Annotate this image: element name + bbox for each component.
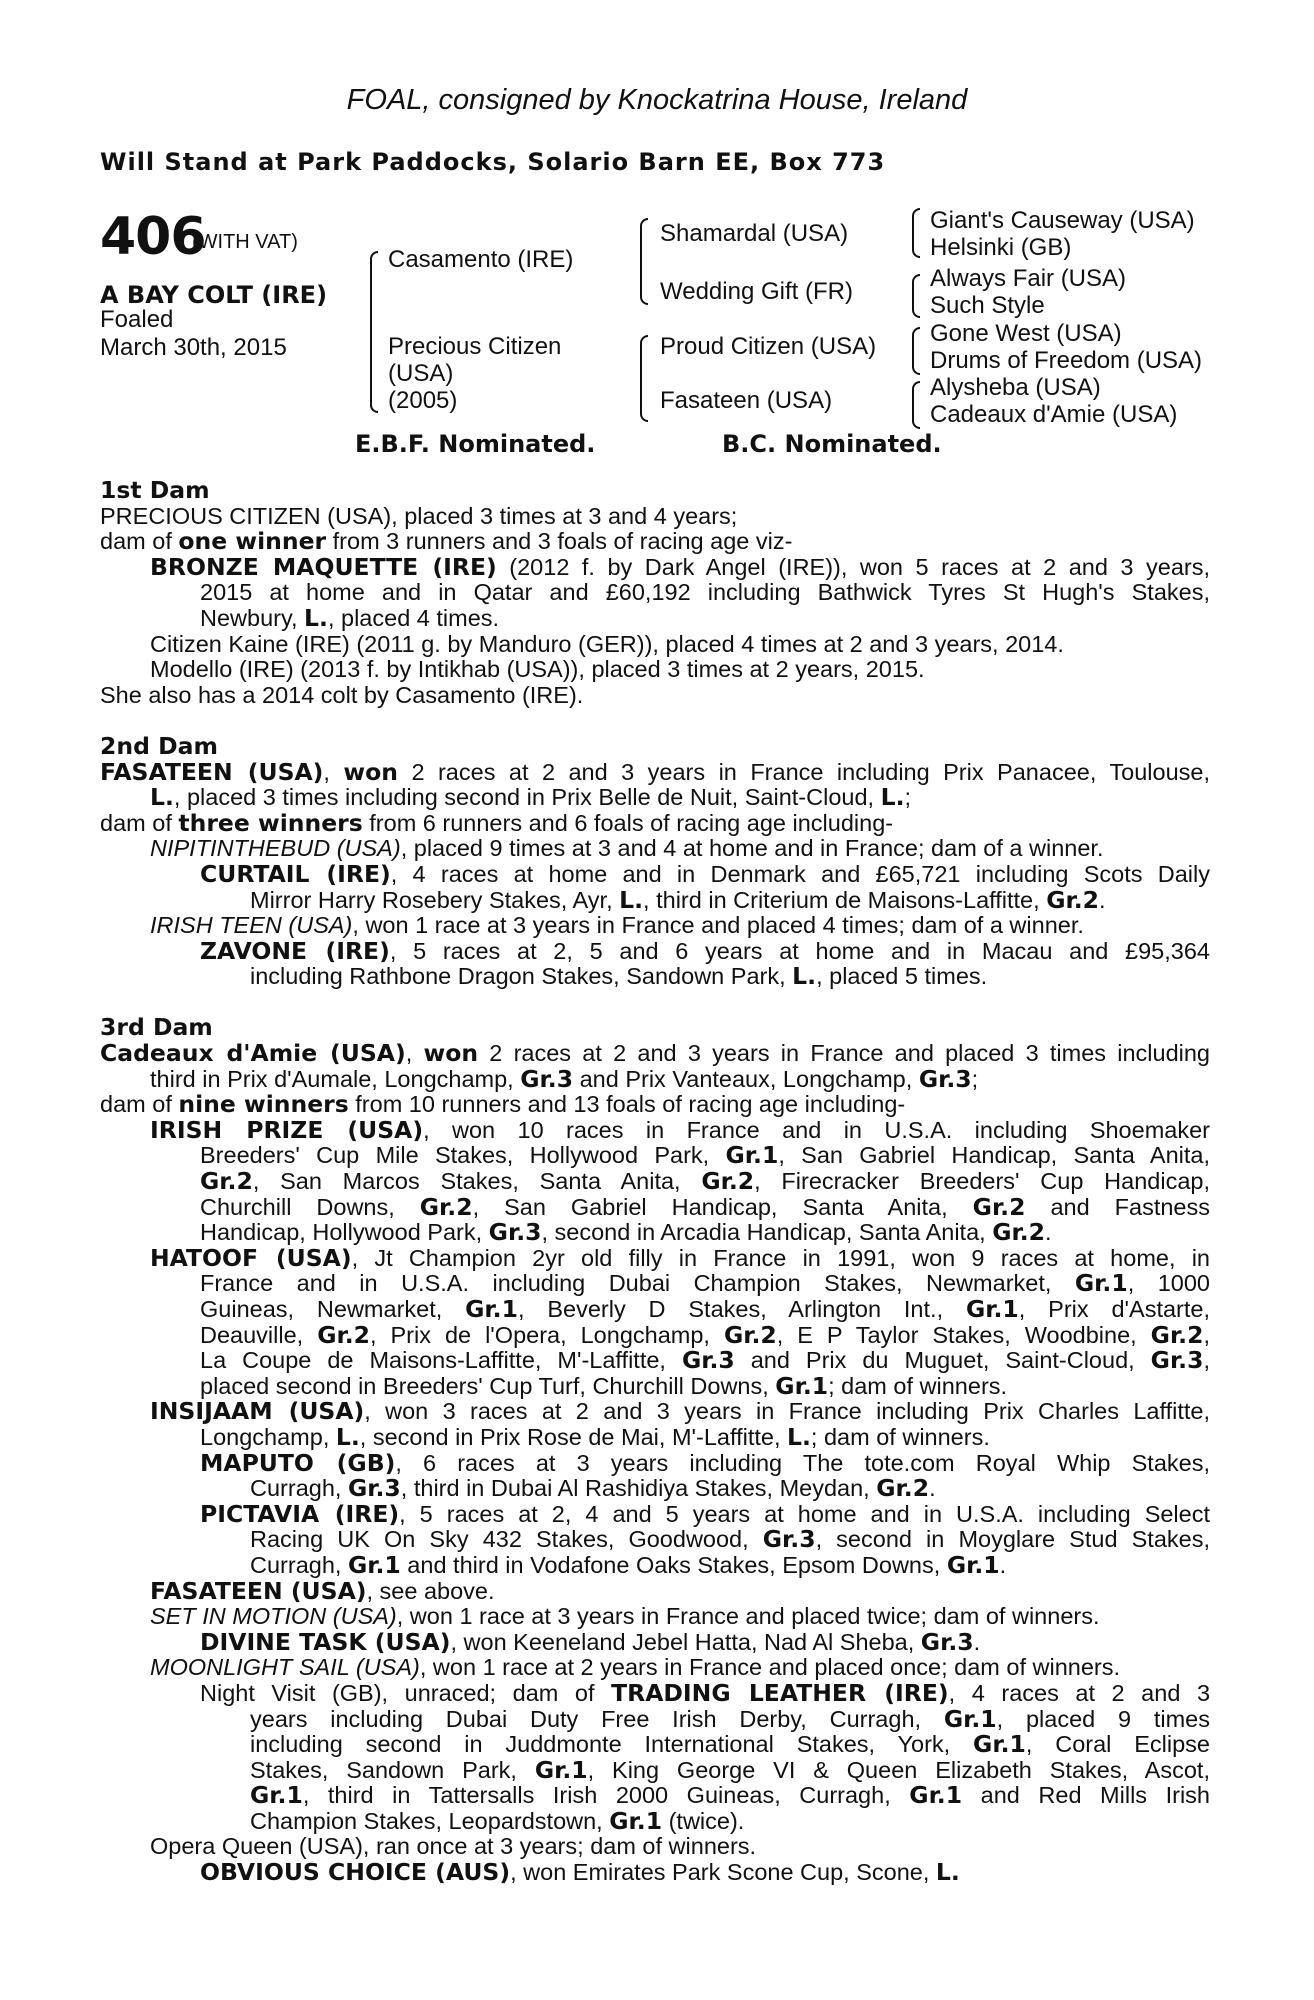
produce-line: Night Visit (GB), unraced; dam of TRADING LEATHER (IRE), 4 races at 2 and 3 xyxy=(200,1678,1211,1707)
produce-line: DIVINE TASK (USA), won Keeneland Jebel Hatta, Nad Al Sheba, Gr.3. xyxy=(200,1627,981,1656)
sire-name: Casamento (IRE) xyxy=(388,246,574,273)
produce-line: Curragh, Gr.3, third in Dubai Al Rashidiya Stakes, Meydan, Gr.2. xyxy=(250,1474,936,1503)
pedigree-bracket xyxy=(912,233,920,258)
pedigree-bracket xyxy=(640,383,648,422)
ancestor: Giant's Causeway (USA) xyxy=(930,207,1195,234)
ancestor: Gone West (USA) xyxy=(930,320,1122,347)
produce-line: Curragh, Gr.1 and third in Vodafone Oaks Stakes, Epsom Downs, Gr.1. xyxy=(250,1550,1007,1579)
foaled-label: Foaled xyxy=(100,306,174,333)
third-dam-heading: 3rd Dam xyxy=(100,1013,213,1042)
second-dam-line: FASATEEN (USA), won 2 races at 2 and 3 years in France including Prix Panacee, Toulouse, xyxy=(100,757,1210,786)
ancestor: Helsinki (GB) xyxy=(930,234,1072,261)
produce-line: Deauville, Gr.2, Prix de l'Opera, Longchamp, Gr.2, E P Taylor Stakes, Woodbine, Gr.2, xyxy=(200,1320,1210,1349)
produce-line: Longchamp, L., second in Prix Rose de Mai, M'-Laffitte, L.; dam of winners. xyxy=(200,1422,990,1451)
sire-sire: Shamardal (USA) xyxy=(660,220,849,247)
ebf-nominated: E.B.F. Nominated. xyxy=(355,430,596,458)
produce-line: Stakes, Sandown Park, Gr.1, King George VI & Queen Elizabeth Stakes, Ascot, xyxy=(250,1755,1210,1784)
pedigree-bracket xyxy=(912,351,920,375)
lot-title: A BAY COLT (IRE) xyxy=(100,281,328,309)
dam-name-line: (USA) xyxy=(388,360,454,387)
ancestor: Such Style xyxy=(930,292,1045,319)
catalogue-body xyxy=(100,478,1210,1886)
pedigree-bracket xyxy=(640,218,648,265)
produce-line: ZAVONE (IRE), 5 races at 2, 5 and 6 years at home and in Macau and £95,364 xyxy=(200,936,1210,965)
produce-line: BRONZE MAQUETTE (IRE) (2012 f. by Dark Angel (IRE)), won 5 races at 2 and 3 years, xyxy=(150,552,1211,581)
produce-line: MAPUTO (GB), 6 races at 3 years including The tote.com Royal Whip Stakes, xyxy=(200,1448,1210,1477)
produce-line: placed second in Breeders' Cup Turf, Churchill Downs, Gr.1; dam of winners. xyxy=(200,1371,1008,1400)
pedigree-bracket xyxy=(912,405,920,429)
first-dam-line: PRECIOUS CITIZEN (USA), placed 3 times at 3 and 4 years; xyxy=(100,502,738,529)
produce-line: HATOOF (USA), Jt Champion 2yr old filly in France in 1991, won 9 races at home, in xyxy=(150,1243,1210,1272)
ancestor: Cadeaux d'Amie (USA) xyxy=(930,401,1178,428)
produce-line: SET IN MOTION (USA), won 1 race at 3 years in France and placed twice; dam of winners. xyxy=(150,1603,1100,1630)
produce-line: including second in Juddmonte International Stakes, York, Gr.1, Coral Eclipse xyxy=(250,1730,1211,1759)
produce-line: years including Dubai Duty Free Irish Derby, Curragh, Gr.1, placed 9 times xyxy=(250,1704,1210,1733)
first-dam-heading: 1st Dam xyxy=(100,476,210,504)
stand-location: Will Stand at Park Paddocks, Solario Barn EE, Box 773 xyxy=(100,148,886,176)
pedigree-bracket xyxy=(370,251,378,333)
produce-line: CURTAIL (IRE), 4 races at home and in Denmark and £65,721 including Scots Daily xyxy=(200,859,1210,888)
produce-line: NIPITINTHEBUD (USA), placed 9 times at 3 and 4 at home and in France; dam of a winner. xyxy=(150,835,1104,862)
dam-year: (2005) xyxy=(388,387,458,414)
bc-nominated: B.C. Nominated. xyxy=(722,430,942,458)
produce-line: PICTAVIA (IRE), 5 races at 2, 4 and 5 years at home and in U.S.A. including Select xyxy=(200,1499,1211,1528)
third-dam-line: dam of nine winners from 10 runners and 13 foals of racing age including- xyxy=(100,1090,906,1119)
produce-line: Mirror Harry Rosebery Stakes, Ayr, L., third in Criterium de Maisons-Laffitte, Gr.2. xyxy=(250,885,1106,914)
lot-number: 406 xyxy=(100,207,206,267)
vat-note: (WITH VAT) xyxy=(192,231,298,253)
ancestor: Always Fair (USA) xyxy=(930,265,1127,292)
ancestor: Drums of Freedom (USA) xyxy=(930,347,1203,374)
produce-line: Racing UK On Sky 432 Stakes, Goodwood, Gr.3, second in Moyglare Stud Stakes, xyxy=(250,1525,1210,1554)
produce-line: Citizen Kaine (IRE) (2011 g. by Manduro (GER)), placed 4 times at 2 and 3 years, 2014. xyxy=(150,630,1064,657)
dam-sire: Proud Citizen (USA) xyxy=(660,333,877,360)
dam-name-line: Precious Citizen xyxy=(388,333,562,360)
foaled-info xyxy=(100,306,287,362)
produce-line: Opera Queen (USA), ran once at 3 years; dam of winners. xyxy=(150,1833,757,1860)
pedigree-bracket xyxy=(370,331,378,413)
third-dam-line: third in Prix d'Aumale, Longchamp, Gr.3 and Prix Vanteaux, Longchamp, Gr.3; xyxy=(150,1064,979,1093)
produce-line: La Coupe de Maisons-Laffitte, M'-Laffitte, Gr.3 and Prix du Muguet, Saint-Cloud, Gr.3, xyxy=(200,1346,1210,1375)
first-dam-line: dam of one winner from 3 runners and 3 foals of racing age viz- xyxy=(100,527,793,556)
produce-line: OBVIOUS CHOICE (AUS), won Emirates Park Scone Cup, Scone, L. xyxy=(200,1858,960,1887)
produce-line: Gr.1, third in Tattersalls Irish 2000 Guineas, Curragh, Gr.1 and Red Mills Irish xyxy=(250,1781,1210,1810)
produce-line: Newbury, L., placed 4 times. xyxy=(200,603,500,632)
produce-line: IRISH PRIZE (USA), won 10 races in France and in U.S.A. including Shoemaker xyxy=(150,1115,1210,1144)
pedigree-bracket xyxy=(912,296,920,318)
pedigree-bracket xyxy=(912,208,920,235)
pedigree-bracket xyxy=(640,335,648,385)
pedigree-bracket xyxy=(640,263,648,305)
ancestor: Alysheba (USA) xyxy=(930,374,1101,401)
produce-line: Guineas, Newmarket, Gr.1, Beverly D Stakes, Arlington Int., Gr.1, Prix d'Astarte, xyxy=(200,1295,1211,1323)
dam-name xyxy=(388,333,561,414)
third-dam-line: Cadeaux d'Amie (USA), won 2 races at 2 and 3 years in France and placed 3 times including xyxy=(100,1039,1210,1068)
produce-line: Churchill Downs, Gr.2, San Gabriel Handicap, Santa Anita, Gr.2 and Fastness xyxy=(200,1192,1210,1221)
produce-line: IRISH TEEN (USA), won 1 race at 3 years in France and placed 4 times; dam of a winner. xyxy=(150,912,1084,939)
produce-line: She also has a 2014 colt by Casamento (IRE). xyxy=(100,681,584,708)
produce-line: Breeders' Cup Mile Stakes, Hollywood Park, Gr.1, San Gabriel Handicap, Santa Anita, xyxy=(200,1141,1210,1170)
pedigree-bracket xyxy=(912,381,920,407)
second-dam-heading: 2nd Dam xyxy=(100,731,218,760)
second-dam-line: L., placed 3 times including second in Prix Belle de Nuit, Saint-Cloud, L.; xyxy=(150,783,912,812)
sire-dam: Wedding Gift (FR) xyxy=(660,278,853,305)
produce-line: INSIJAAM (USA), won 3 races at 2 and 3 years in France including Prix Charles Laffitte, xyxy=(150,1397,1210,1426)
produce-line: Champion Stakes, Leopardstown, Gr.1 (twice). xyxy=(250,1806,745,1835)
pedigree-bracket xyxy=(912,274,920,298)
produce-line: MOONLIGHT SAIL (USA), won 1 race at 2 years in France and placed once; dam of winners. xyxy=(150,1654,1121,1681)
foaled-date: March 30th, 2015 xyxy=(100,334,287,361)
consignment-line: FOAL, consigned by Knockatrina House, Ireland xyxy=(346,84,968,116)
produce-line: 2015 at home and in Qatar and £60,192 including Bathwick Tyres St Hugh's Stakes, xyxy=(200,579,1210,606)
produce-line: Handicap, Hollywood Park, Gr.3, second in Arcadia Handicap, Santa Anita, Gr.2. xyxy=(200,1218,1052,1247)
produce-line: Modello (IRE) (2013 f. by Intikhab (USA)), placed 3 times at 2 years, 2015. xyxy=(150,656,925,683)
produce-line: Gr.2, San Marcos Stakes, Santa Anita, Gr.2, Firecracker Breeders' Cup Handicap, xyxy=(200,1167,1210,1196)
dam-dam: Fasateen (USA) xyxy=(660,387,833,414)
second-dam-line: dam of three winners from 6 runners and 6 foals of racing age including- xyxy=(100,808,894,837)
produce-line: FASATEEN (USA), see above. xyxy=(150,1576,495,1605)
produce-line: including Rathbone Dragon Stakes, Sandown Park, L., placed 5 times. xyxy=(250,962,988,991)
produce-line: France and in U.S.A. including Dubai Champion Stakes, Newmarket, Gr.1, 1000 xyxy=(200,1269,1210,1298)
pedigree-bracket xyxy=(912,327,920,353)
